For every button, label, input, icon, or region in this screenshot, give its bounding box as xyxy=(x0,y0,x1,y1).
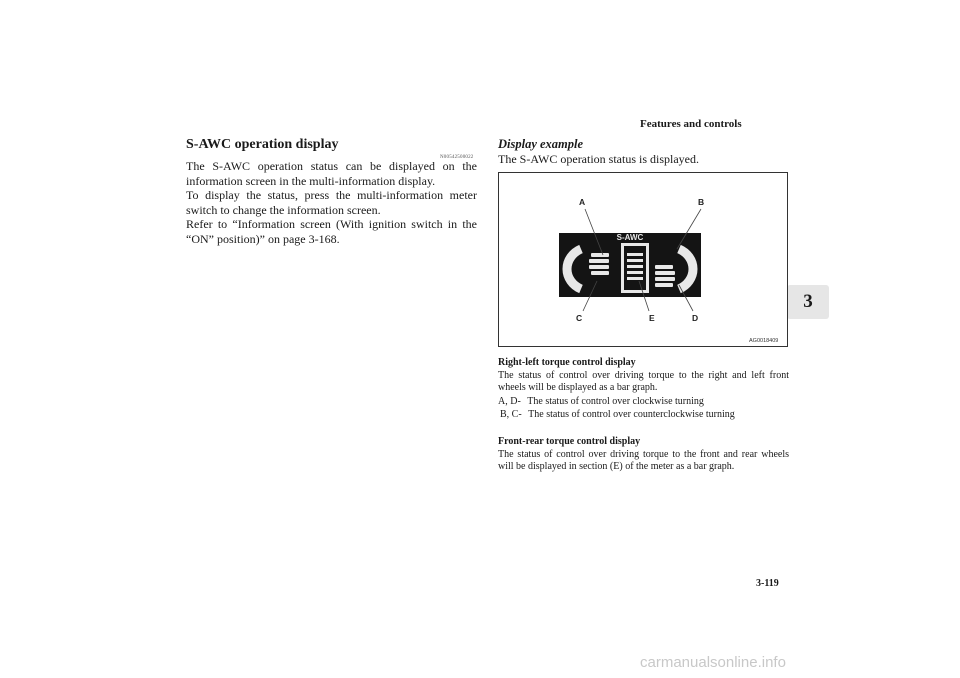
right-left-text: The status of control over driving torque to the right and left front wheels will be displayed as a bar graph. xyxy=(498,369,789,394)
display-example-title: Display example xyxy=(498,137,584,151)
callout-c: C xyxy=(576,313,583,323)
callout-a: A xyxy=(579,197,586,207)
list-item xyxy=(500,409,735,420)
s-awc-display-diagram xyxy=(499,173,787,346)
front-rear-text: The status of control over driving torque to the front and rear wheels will be displayed in section (E) of the meter as a bar graph. xyxy=(498,448,789,473)
right-left-section xyxy=(498,357,789,395)
section-body xyxy=(186,159,477,247)
callout-e: E xyxy=(649,313,655,323)
item-text: The status of control over clockwise turning xyxy=(527,396,704,407)
item-text: The status of control over counterclockwise turning xyxy=(528,409,735,420)
item-key: A, D- xyxy=(498,396,521,407)
callout-d: D xyxy=(692,313,699,323)
chapter-tab: 3 xyxy=(787,285,829,319)
display-example-intro: The S-AWC operation status is displayed. xyxy=(498,152,700,166)
s-awc-logo: S-AWC xyxy=(616,233,644,242)
paragraph: To display the status, press the multi-information meter switch to change the information screen. xyxy=(186,188,477,217)
paragraph: Refer to “Information screen (With ignition switch in the “ON” position)” on page 3-168. xyxy=(186,217,477,246)
paragraph: The S-AWC operation status can be displayed on the information screen in the multi-information display. xyxy=(186,159,477,188)
section-title: S-AWC operation display xyxy=(186,137,339,152)
item-key: B, C- xyxy=(500,409,522,420)
section-code: N00542500022 xyxy=(440,155,474,160)
s-awc-figure xyxy=(498,172,788,347)
list-item xyxy=(498,396,704,407)
callout-b: B xyxy=(698,197,705,207)
watermark: carmanualsonline.info xyxy=(640,654,786,671)
page-number: 3-119 xyxy=(756,578,779,589)
front-rear-section xyxy=(498,436,789,474)
figure-code: AG0018409 xyxy=(749,338,779,344)
running-header: Features and controls xyxy=(640,118,742,130)
front-rear-heading: Front-rear torque control display xyxy=(498,436,641,447)
right-left-heading: Right-left torque control display xyxy=(498,357,636,368)
